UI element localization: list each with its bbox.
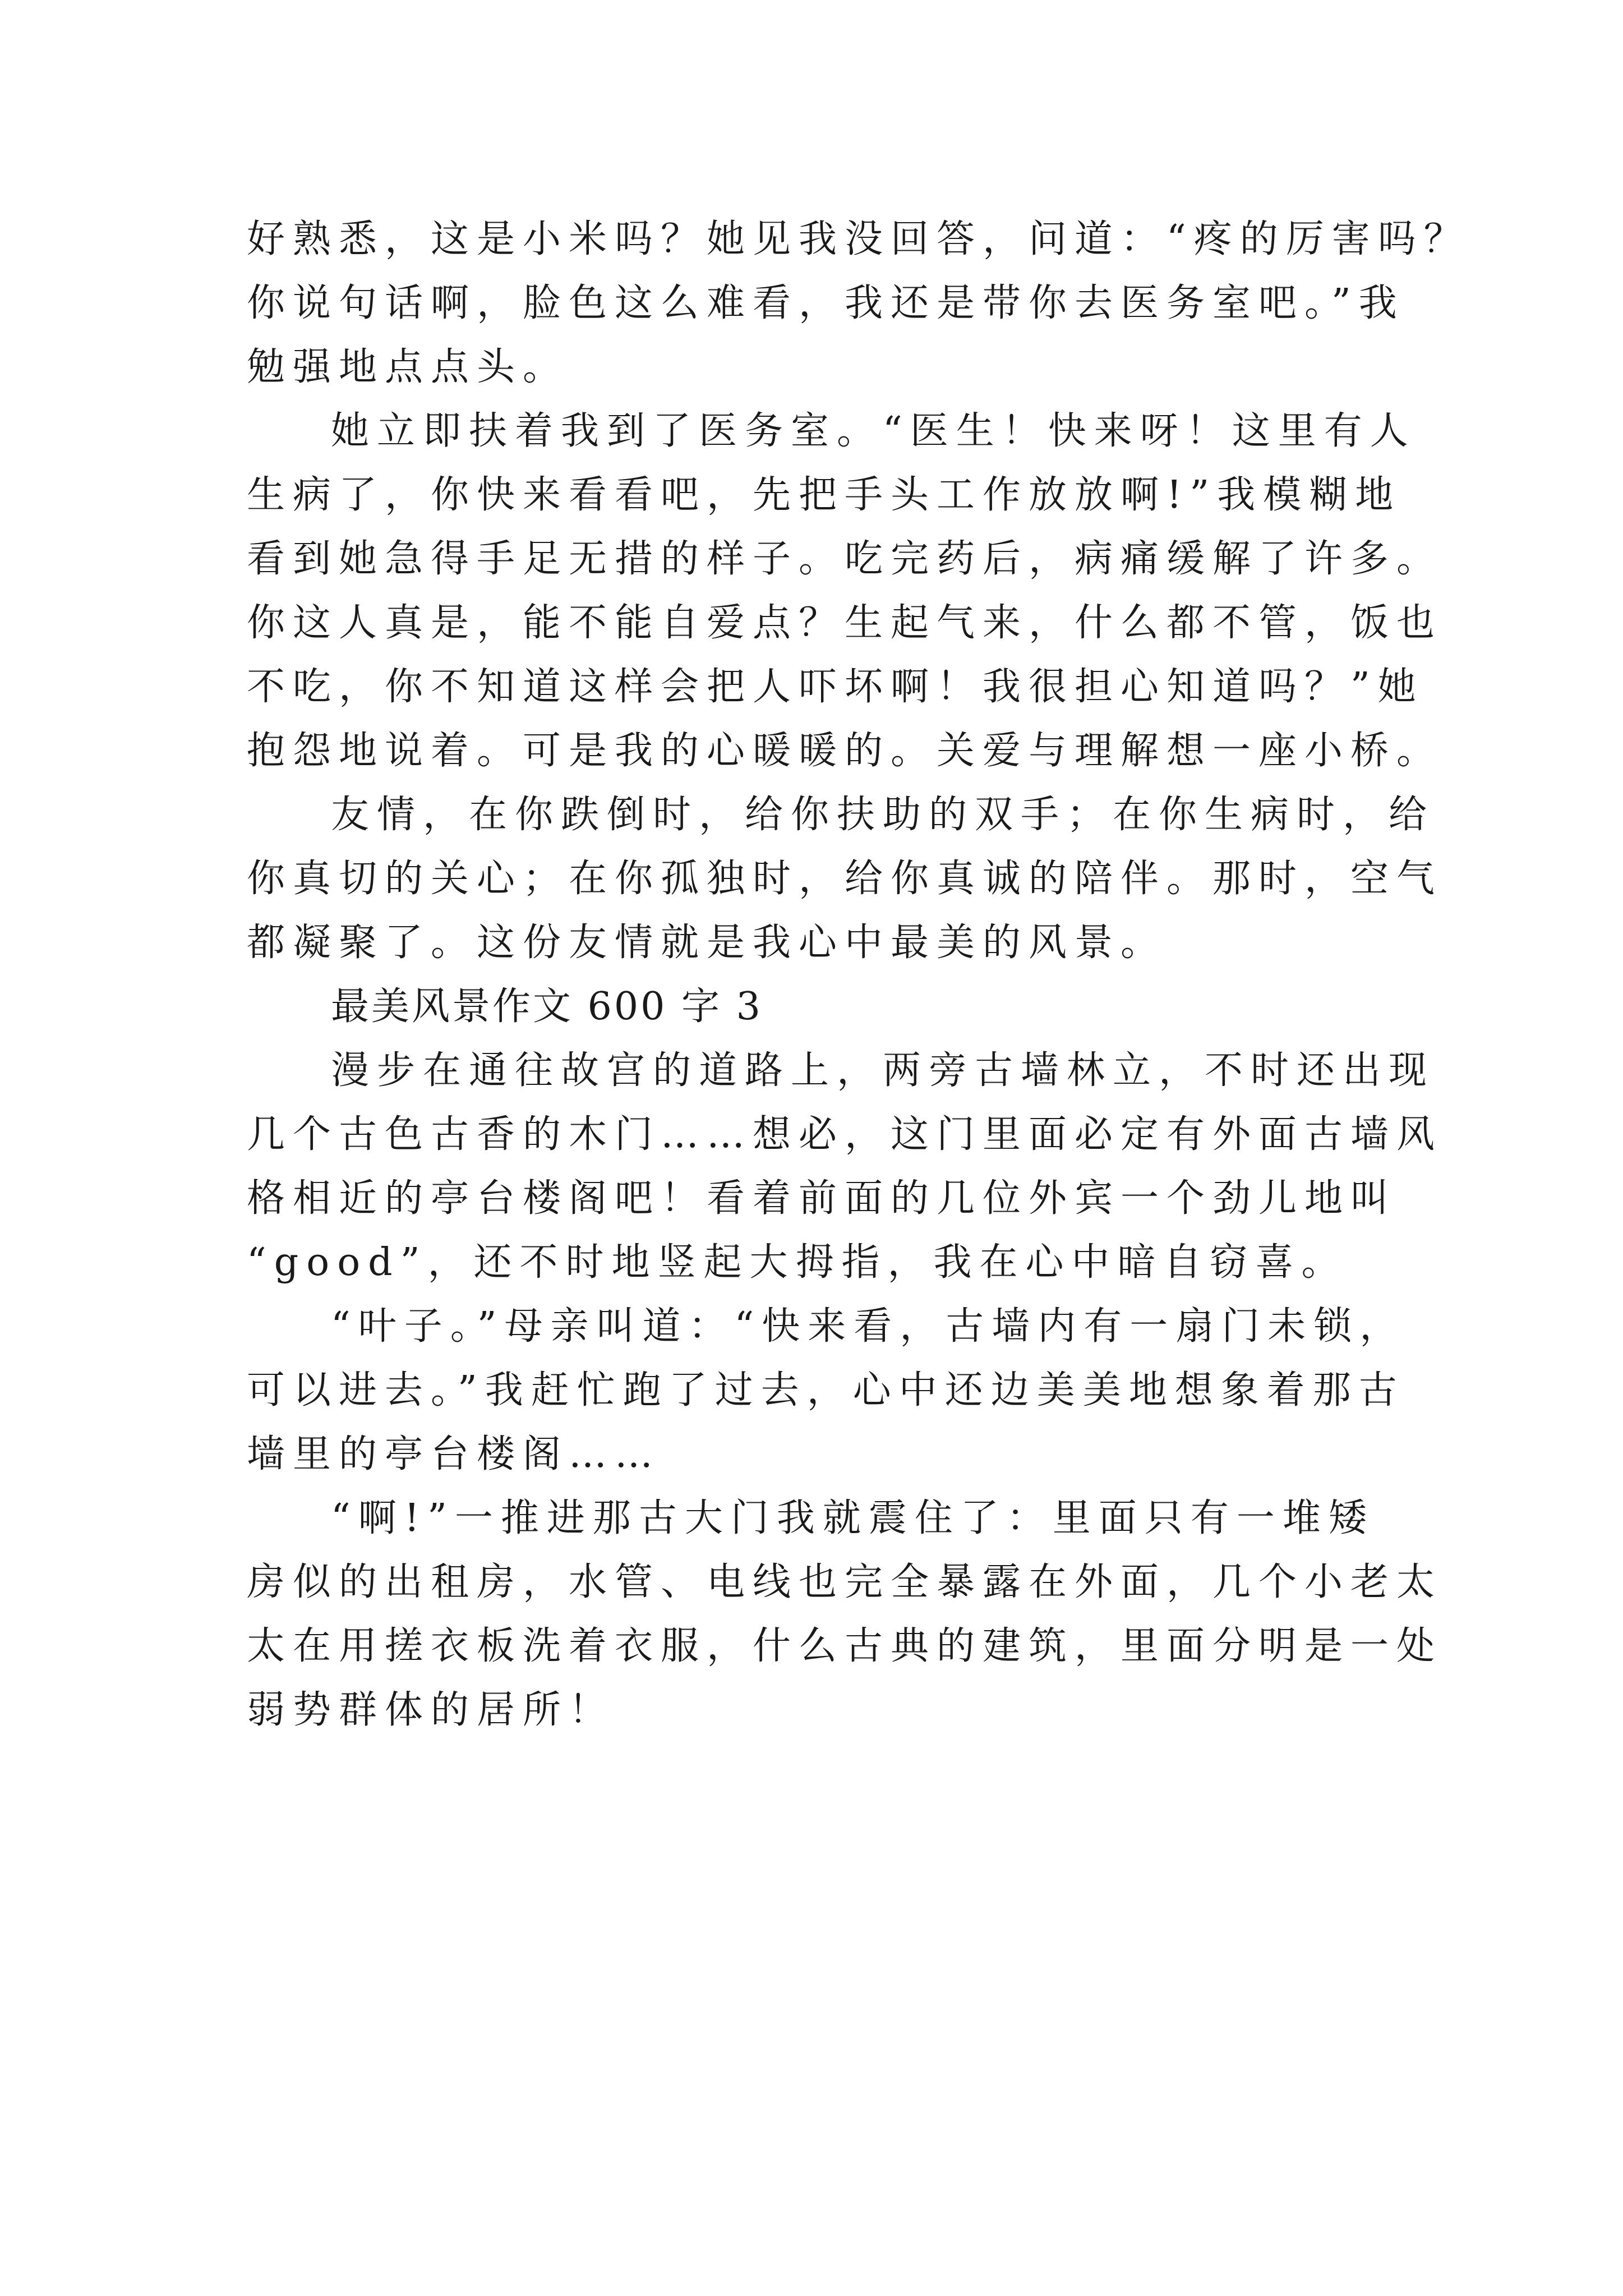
text-line: 看到她急得手足无措的样子。吃完药后，病痛缓解了许多。 — [247, 537, 1443, 581]
text-line: 墙里的亭台楼阁…… — [247, 1432, 661, 1476]
paragraph-start-line: 她立即扶着我到了医务室。“医生！快来呀！这里有人 — [331, 409, 1416, 453]
text-line: 好熟悉，这是小米吗？她见我没回答，问道：“疼的厉害吗？ — [247, 217, 1470, 261]
text-line: 都凝聚了。这份友情就是我心中最美的风景。 — [247, 921, 1167, 965]
text-line: 你这人真是，能不能自爱点？生起气来，什么都不管，饭也 — [247, 601, 1443, 645]
text-line: 你真切的关心；在你孤独时，给你真诚的陪伴。那时，空气 — [247, 857, 1443, 901]
text-line: 可以进去。”我赶忙跑了过去，心中还边美美地想象着那古 — [247, 1368, 1405, 1412]
text-line: 房似的出租房，水管、电线也完全暴露在外面，几个小老太 — [247, 1560, 1443, 1604]
section-heading: 最美风景作文 600 字 3 — [331, 984, 763, 1029]
text-line: 不吃，你不知道这样会把人吓坏啊！我很担心知道吗？”她 — [247, 665, 1424, 709]
text-line: 勉强地点点头。 — [247, 345, 569, 389]
paragraph-start-line: “啊!”一推进那古大门我就震住了：里面只有一堆矮 — [331, 1496, 1375, 1540]
text-line: “good”，还不时地竖起大拇指，我在心中暗自窃喜。 — [247, 1240, 1348, 1285]
text-line: 抱怨地说着。可是我的心暖暖的。关爱与理解想一座小桥。 — [247, 729, 1443, 773]
text-line: 几个古色古香的木门……想必，这门里面必定有外面古墙风 — [247, 1112, 1443, 1157]
text-line: 太在用搓衣板洗着衣服，什么古典的建筑，里面分明是一处 — [247, 1624, 1443, 1668]
text-line: 弱势群体的居所！ — [247, 1688, 615, 1732]
paragraph-start-line: 漫步在通往故宫的道路上，两旁古墙林立，不时还出现 — [331, 1048, 1435, 1093]
text-line: 格相近的亭台楼阁吧！看着前面的几位外宾一个劲儿地叫 — [247, 1176, 1397, 1221]
paragraph-start-line: “叶子。”母亲叫道：“快来看，古墙内有一扇门未锁， — [331, 1304, 1406, 1349]
text-line: 生病了，你快来看看吧，先把手头工作放放啊!”我模糊地 — [247, 473, 1401, 517]
essay-body — [247, 208, 1470, 1742]
text-line: 你说句话啊，脸色这么难看，我还是带你去医务室吧。”我 — [247, 281, 1405, 325]
paragraph-start-line: 友情，在你跌倒时，给你扶助的双手；在你生病时，给 — [331, 793, 1435, 837]
